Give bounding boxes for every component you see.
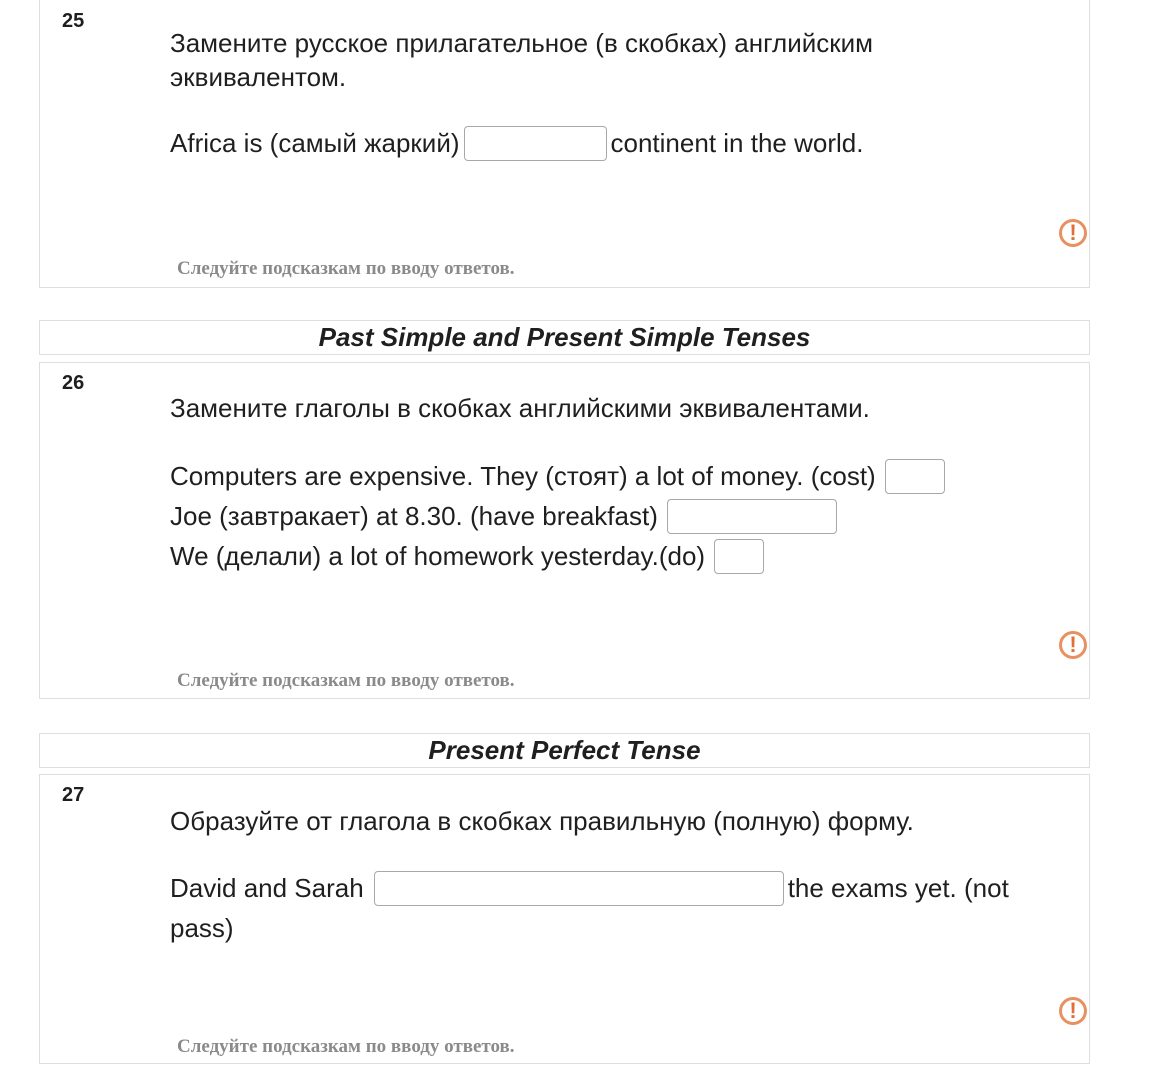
exclamation-circle-icon[interactable]: ! xyxy=(1059,631,1087,659)
answer-input-1[interactable] xyxy=(885,459,945,494)
question-instruction: Замените глаголы в скобках английскими эквивалентами. xyxy=(170,393,870,423)
question-25-card xyxy=(39,0,1090,288)
sentence-after: the exams yet. (not xyxy=(787,873,1009,903)
question-sentence-continued: pass) xyxy=(170,913,234,943)
question-26-card xyxy=(39,362,1090,699)
question-instruction: Замените русское прилагательное (в скобках) английским эквивалентом. xyxy=(170,28,874,92)
sentence-text: Joe (завтракает) at 8.30. (have breakfast) xyxy=(170,501,658,531)
sentence-before: David and Sarah xyxy=(170,873,364,903)
input-hint: Следуйте подсказкам по вводу ответов. xyxy=(177,258,515,279)
question-27-card xyxy=(39,774,1090,1064)
exclamation-circle-icon[interactable]: ! xyxy=(1059,219,1087,247)
question-number: 26 xyxy=(62,372,85,394)
answer-input[interactable] xyxy=(464,126,607,161)
exclamation-circle-icon[interactable]: ! xyxy=(1059,997,1087,1025)
question-sentence-3 xyxy=(170,539,768,576)
sentence-text: Computers are expensive. They (стоят) a lot of money. (cost) xyxy=(170,461,876,491)
section-title: Past Simple and Present Simple Tenses xyxy=(39,320,1090,355)
answer-input-2[interactable] xyxy=(667,499,837,534)
question-sentence xyxy=(170,871,1009,908)
sentence-text: We (делали) a lot of homework yesterday.(do) xyxy=(170,541,706,571)
question-sentence xyxy=(170,126,863,163)
section-title: Present Perfect Tense xyxy=(39,733,1090,768)
input-hint: Следуйте подсказкам по вводу ответов. xyxy=(177,1036,515,1057)
sentence-before: Africa is (самый жаркий) xyxy=(170,128,460,158)
sentence-after: continent in the world. xyxy=(610,128,864,158)
question-sentence-1 xyxy=(170,459,949,496)
question-number: 25 xyxy=(62,10,85,32)
answer-input-3[interactable] xyxy=(714,539,764,574)
input-hint: Следуйте подсказкам по вводу ответов. xyxy=(177,670,515,691)
answer-input[interactable] xyxy=(374,871,784,906)
question-instruction: Образуйте от глагола в скобках правильную (полную) форму. xyxy=(170,806,914,836)
question-sentence-2 xyxy=(170,499,841,536)
question-number: 27 xyxy=(62,784,85,806)
